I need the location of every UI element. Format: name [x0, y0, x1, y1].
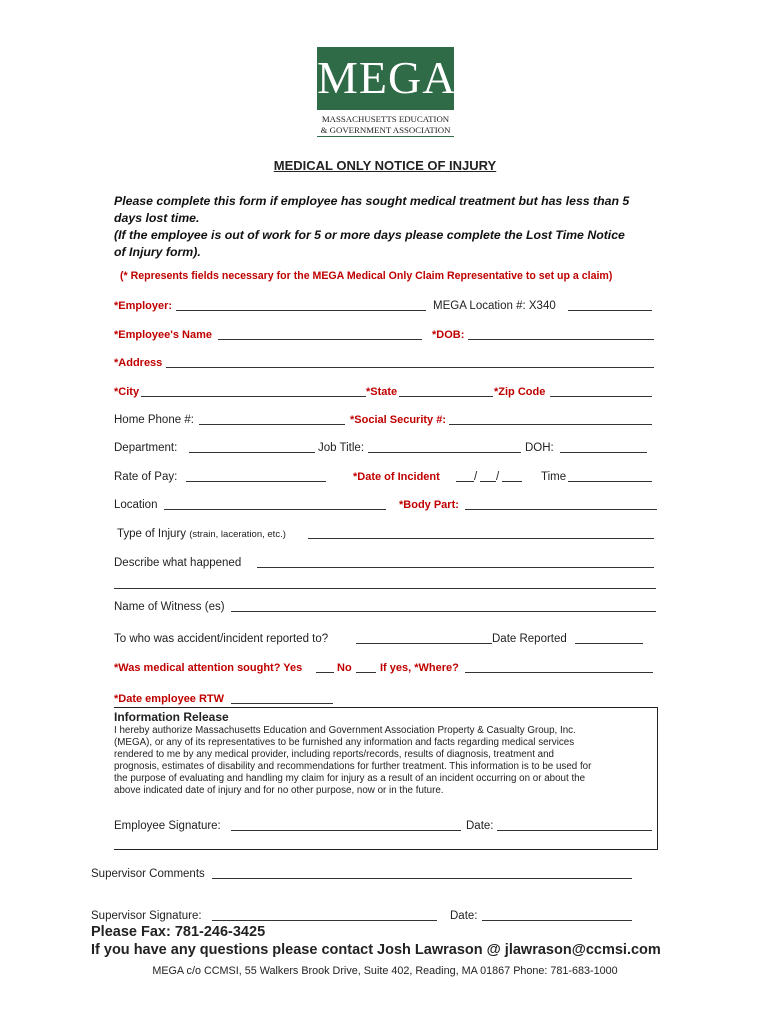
witness-label: Name of Witness (es): [114, 601, 225, 613]
medical-attention-label: *Was medical attention sought? Yes: [114, 662, 303, 674]
mega-location-input[interactable]: [568, 299, 652, 311]
employee-signature-input[interactable]: [231, 819, 461, 831]
medical-yes-input[interactable]: [316, 661, 334, 673]
release-right-border: [657, 707, 658, 850]
medical-no-label: No: [337, 662, 352, 674]
release-line-4: prognosis, estimates of disability and recommendations for further treatment. This information is to be used for: [114, 760, 592, 772]
city-input[interactable]: [141, 385, 366, 397]
department-input[interactable]: [189, 441, 315, 453]
dob-label: *DOB:: [432, 329, 465, 341]
intro-line-2: days lost time.: [114, 211, 200, 225]
employee-date-input[interactable]: [497, 819, 652, 831]
doh-label: DOH:: [525, 442, 554, 454]
supervisor-date-input[interactable]: [482, 909, 632, 921]
employee-name-input[interactable]: [218, 328, 422, 340]
employer-label: *Employer:: [114, 300, 173, 312]
logo-name: MEGA: [317, 52, 457, 103]
supervisor-comments-input[interactable]: [212, 867, 632, 879]
ssn-input[interactable]: [449, 413, 652, 425]
if-yes-where-label: If yes, *Where?: [380, 662, 459, 674]
time-label: Time: [541, 471, 567, 483]
date-slash-1: /: [474, 471, 478, 483]
type-of-injury-text: Type of Injury: [117, 528, 187, 540]
release-line-6: above indicated date of injury and for no other purpose, now or in the future.: [114, 784, 444, 796]
form-title: MEDICAL ONLY NOTICE OF INJURY: [273, 158, 497, 173]
release-heading: Information Release: [114, 710, 229, 724]
address-label: *Address: [114, 357, 163, 369]
location-label: Location: [114, 499, 158, 511]
release-text: [114, 725, 659, 796]
form-intro: [114, 193, 659, 261]
release-line-5: the purpose of evaluating and handling my claim for injury as a result of an incident occurring on or about the: [114, 772, 586, 784]
type-of-injury-input[interactable]: [308, 527, 654, 539]
date-rtw-label: *Date employee RTW: [114, 693, 225, 705]
dob-input[interactable]: [468, 328, 654, 340]
supervisor-date-label: Date:: [450, 910, 478, 922]
footer-address: MEGA c/o CCMSI, 55 Walkers Brook Drive, Suite 402, Reading, MA 01867 Phone: 781-683-1000: [152, 965, 618, 977]
location-input[interactable]: [164, 498, 386, 510]
time-input[interactable]: [568, 470, 652, 482]
logo-line-2: & GOVERNMENT ASSOCIATION: [320, 124, 451, 135]
witness-input[interactable]: [231, 600, 656, 612]
department-label: Department:: [114, 442, 178, 454]
rate-of-pay-input[interactable]: [186, 470, 326, 482]
logo-association: [317, 114, 454, 135]
release-line-3: rendered to me by any medical provider, including reports/records, results of diagnosis, treatment and: [114, 748, 554, 760]
supervisor-signature-input[interactable]: [212, 909, 437, 921]
job-title-label: Job Title:: [318, 442, 365, 454]
employer-input[interactable]: [176, 299, 426, 311]
required-note: (* Represents fields necessary for the MEGA Medical Only Claim Representative to set up a claim): [120, 270, 613, 282]
zip-input[interactable]: [550, 385, 652, 397]
supervisor-signature-label: Supervisor Signature:: [91, 910, 202, 922]
type-of-injury-label: [117, 527, 286, 542]
rate-of-pay-label: Rate of Pay:: [114, 471, 178, 483]
logo-underline: [317, 136, 454, 137]
where-input[interactable]: [465, 661, 653, 673]
release-line-2: (MEGA), or any of its representatives to be furnished any information and facts regarding medical services: [114, 736, 575, 748]
incident-year-input[interactable]: [502, 470, 522, 482]
describe-input[interactable]: [257, 556, 654, 568]
contact-line: If you have any questions please contact Josh Lawrason @ jlawrason@ccmsi.com: [91, 942, 661, 958]
incident-month-input[interactable]: [456, 470, 474, 482]
state-label: *State: [366, 386, 398, 398]
mega-location-label: MEGA Location #: X340: [433, 300, 556, 312]
fax-number: Please Fax: 781-246-3425: [91, 924, 266, 940]
logo-line-1: MASSACHUSETTS EDUCATION: [321, 114, 450, 124]
reported-to-label: To who was accident/incident reported to?: [114, 633, 329, 645]
intro-line-1: Please complete this form if employee has sought medical treatment but has less than 5: [114, 194, 630, 208]
body-part-input[interactable]: [465, 498, 657, 510]
employee-name-label: *Employee's Name: [114, 329, 212, 341]
date-slash-2: /: [496, 471, 500, 483]
ssn-label: *Social Security #:: [350, 414, 446, 426]
address-input[interactable]: [166, 356, 654, 368]
describe-input-line-2[interactable]: [114, 577, 656, 589]
mega-logo: [317, 47, 457, 110]
reported-to-input[interactable]: [356, 632, 492, 644]
release-line-1: I hereby authorize Massachusetts Education and Government Association Property & Casualty Group, Inc.: [114, 725, 576, 736]
employee-signature-label: Employee Signature:: [114, 820, 221, 832]
release-bottom-separator: [114, 849, 658, 850]
state-input[interactable]: [399, 385, 493, 397]
medical-no-input[interactable]: [356, 661, 376, 673]
release-separator: [114, 707, 658, 708]
date-rtw-input[interactable]: [231, 692, 333, 704]
intro-line-3: (If the employee is out of work for 5 or more days please complete the Lost Time Notice: [114, 228, 625, 242]
job-title-input[interactable]: [368, 441, 521, 453]
city-label: *City: [114, 386, 140, 398]
type-of-injury-hint: (strain, laceration, etc.): [189, 529, 286, 540]
incident-day-input[interactable]: [480, 470, 496, 482]
date-of-incident-label: *Date of Incident: [353, 471, 440, 483]
describe-label: Describe what happened: [114, 557, 242, 569]
employee-date-label: Date:: [466, 820, 494, 832]
home-phone-label: Home Phone #:: [114, 414, 194, 426]
date-reported-label: Date Reported: [492, 633, 567, 645]
zip-label: *Zip Code: [494, 386, 546, 398]
supervisor-comments-label: Supervisor Comments: [91, 868, 205, 880]
home-phone-input[interactable]: [199, 413, 345, 425]
doh-input[interactable]: [560, 441, 647, 453]
intro-line-4: of Injury form).: [114, 245, 201, 259]
date-reported-input[interactable]: [575, 632, 643, 644]
body-part-label: *Body Part:: [399, 499, 459, 511]
